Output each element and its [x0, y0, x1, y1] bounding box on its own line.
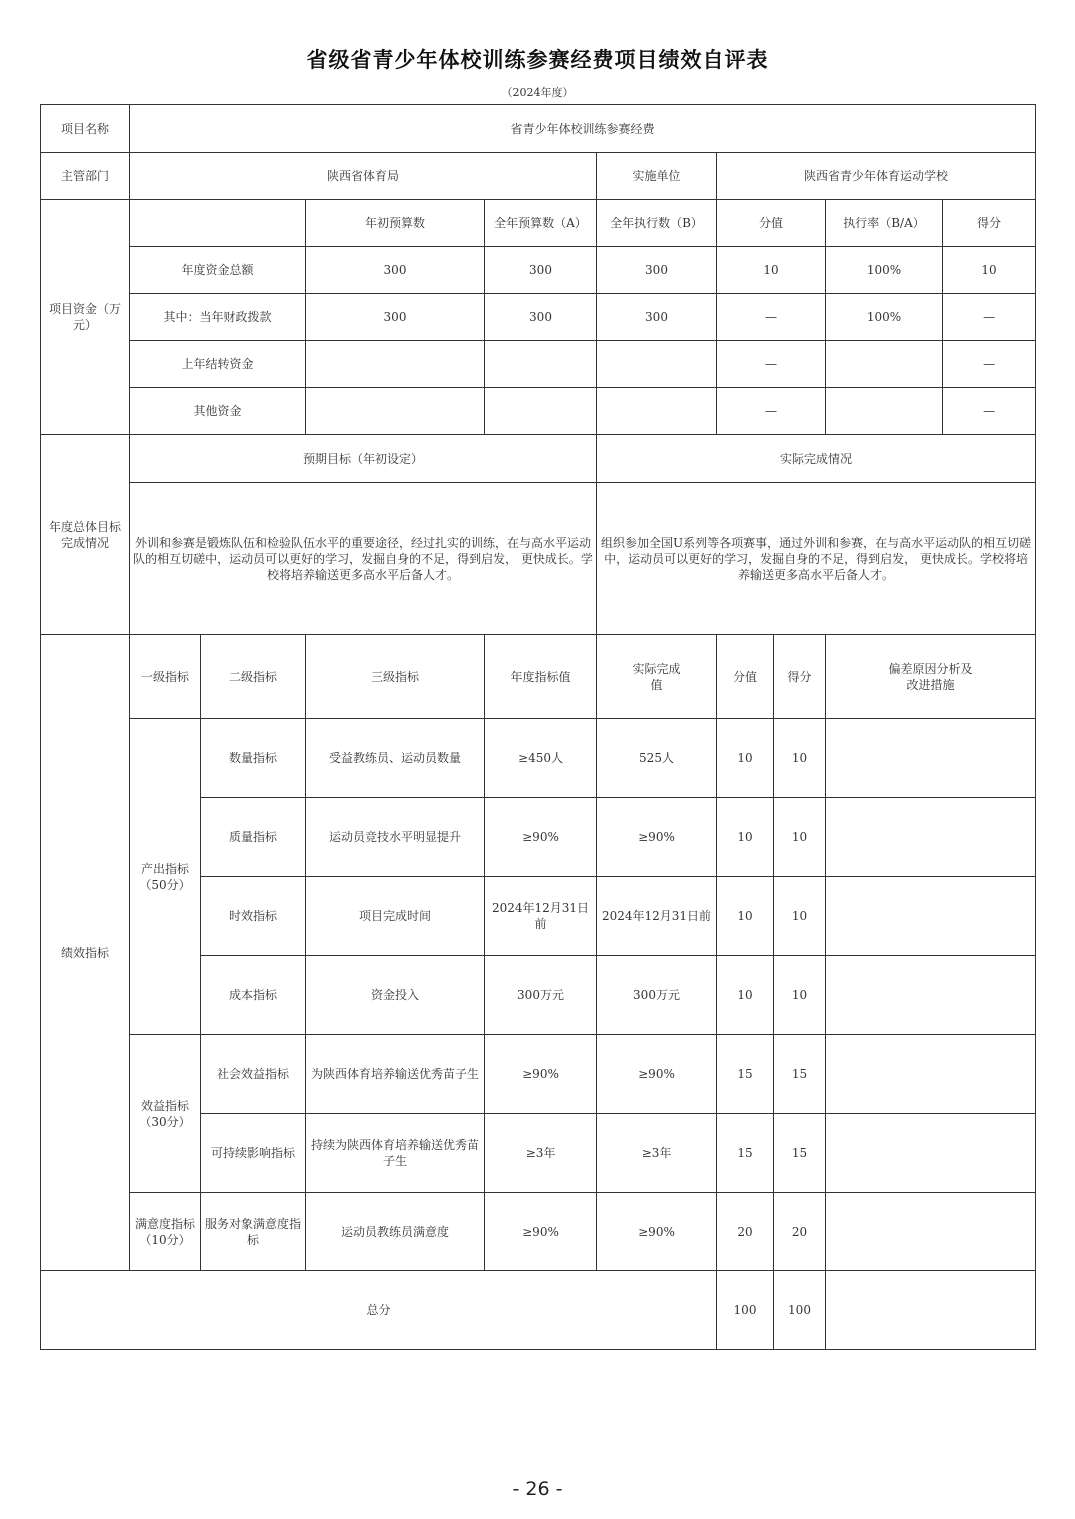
funds-row: [41, 294, 1036, 341]
funds-row-executed: [597, 341, 717, 388]
total-analysis: [826, 1271, 1036, 1350]
indicator-row: [41, 1193, 1036, 1271]
funds-row-executed: [597, 388, 717, 435]
funds-row-name: 其中：当年财政拨款: [130, 294, 306, 341]
indicator-analysis: [826, 877, 1036, 956]
document-title: 省级省青少年体校训练参赛经费项目绩效自评表: [306, 48, 769, 72]
funds-row-name: 年度资金总额: [130, 247, 306, 294]
indicator-score: 15: [774, 1114, 826, 1193]
header-score-value: 分值: [717, 635, 774, 719]
indicator-actual: ≥3年: [597, 1114, 717, 1193]
funds-row-score: —: [943, 294, 1036, 341]
indicator-analysis: [826, 1114, 1036, 1193]
indicator-level3: 运动员竞技水平明显提升: [306, 798, 485, 877]
funds-row-score: —: [943, 388, 1036, 435]
year-note: （2024年度）: [501, 86, 574, 99]
funds-row-initial: 300: [306, 247, 485, 294]
indicator-level3: 运动员教练员满意度: [306, 1193, 485, 1271]
indicator-level3: 资金投入: [306, 956, 485, 1035]
group-output-label: 产出指标（50分）: [130, 719, 201, 1035]
implementing-unit-value: 陕西省青少年体育运动学校: [717, 153, 1036, 200]
indicator-level2: 社会效益指标: [201, 1035, 306, 1114]
evaluation-table: [40, 104, 1036, 1350]
indicator-analysis: [826, 719, 1036, 798]
funds-header-score: 得分: [943, 200, 1036, 247]
funds-header-score-value: 分值: [717, 200, 826, 247]
indicator-score: 10: [774, 956, 826, 1035]
funds-header-executed: 全年执行数（B）: [597, 200, 717, 247]
indicator-score: 10: [774, 798, 826, 877]
indicator-score-value: 10: [717, 956, 774, 1035]
indicator-actual: ≥90%: [597, 1193, 717, 1271]
indicator-score: 20: [774, 1193, 826, 1271]
funds-row-annual: 300: [485, 247, 597, 294]
indicators-label: 绩效指标: [41, 635, 130, 1271]
indicator-score: 10: [774, 877, 826, 956]
indicator-target: 2024年12月31日前: [485, 877, 597, 956]
funds-row-annual: [485, 341, 597, 388]
header-level1: 一级指标: [130, 635, 201, 719]
group-satisfaction-label: 满意度指标（10分）: [130, 1193, 201, 1271]
funds-row-executed: 300: [597, 294, 717, 341]
funds-row-score: 10: [943, 247, 1036, 294]
indicator-level3: 为陕西体育培养输送优秀苗子生: [306, 1035, 485, 1114]
indicator-score: 15: [774, 1035, 826, 1114]
indicator-actual: 300万元: [597, 956, 717, 1035]
header-level3: 三级指标: [306, 635, 485, 719]
indicator-score-value: 10: [717, 719, 774, 798]
funds-row-initial: [306, 341, 485, 388]
indicator-target: ≥90%: [485, 1035, 597, 1114]
actual-completion-text: 组织参加全国U系列等各项赛事，通过外训和参赛，在与高水平运动队的相互切磋中，运动员可以更好的学习，发掘自身的不足，得到启发， 更快成长。学校将培养输送更多高水平后备人才。: [597, 483, 1036, 635]
indicator-score-value: 10: [717, 798, 774, 877]
indicator-actual: 2024年12月31日前: [597, 877, 717, 956]
funds-row-score-value: —: [717, 294, 826, 341]
indicator-level3: 受益教练员、运动员数量: [306, 719, 485, 798]
funds-row-rate: [826, 341, 943, 388]
funds-row: [41, 341, 1036, 388]
funds-row-executed: 300: [597, 247, 717, 294]
header-target: 年度指标值: [485, 635, 597, 719]
indicator-level3: 持续为陕西体育培养输送优秀苗子生: [306, 1114, 485, 1193]
funds-header-annual: 全年预算数（A）: [485, 200, 597, 247]
expected-goal-header: 预期目标（年初设定）: [130, 435, 597, 483]
indicator-analysis: [826, 1035, 1036, 1114]
funds-row-name: 其他资金: [130, 388, 306, 435]
indicator-level2: 时效指标: [201, 877, 306, 956]
indicator-actual: ≥90%: [597, 1035, 717, 1114]
funds-row-score-value: —: [717, 388, 826, 435]
group-benefit-label: 效益指标（30分）: [130, 1035, 201, 1193]
expected-goal-text: 外训和参赛是锻炼队伍和检验队伍水平的重要途径，经过扎实的训练，在与高水平运动队的相互切磋中，运动员可以更好的学习，发掘自身的不足，得到启发， 更快成长。学校将培养输送更多高水平后备人才。: [130, 483, 597, 635]
department-label: 主管部门: [41, 153, 130, 200]
indicator-level2: 数量指标: [201, 719, 306, 798]
funds-header-blank: [130, 200, 306, 247]
header-analysis: 偏差原因分析及改进措施: [826, 635, 1036, 719]
indicator-level2: 可持续影响指标: [201, 1114, 306, 1193]
funds-row-score-value: —: [717, 341, 826, 388]
funds-row: [41, 388, 1036, 435]
indicator-actual: 525人: [597, 719, 717, 798]
funds-row-rate: 100%: [826, 247, 943, 294]
indicator-analysis: [826, 956, 1036, 1035]
header-score: 得分: [774, 635, 826, 719]
actual-completion-header: 实际完成情况: [597, 435, 1036, 483]
indicator-score: 10: [774, 719, 826, 798]
header-level2: 二级指标: [201, 635, 306, 719]
funds-row-name: 上年结转资金: [130, 341, 306, 388]
indicator-target: ≥450人: [485, 719, 597, 798]
indicator-level2: 质量指标: [201, 798, 306, 877]
implementing-unit-label: 实施单位: [597, 153, 717, 200]
funds-header-rate: 执行率（B/A）: [826, 200, 943, 247]
indicator-target: 300万元: [485, 956, 597, 1035]
indicator-target: ≥90%: [485, 798, 597, 877]
funds-row-initial: [306, 388, 485, 435]
funds-row-score: —: [943, 341, 1036, 388]
indicator-level3: 项目完成时间: [306, 877, 485, 956]
funds-row-annual: 300: [485, 294, 597, 341]
funds-header-initial: 年初预算数: [306, 200, 485, 247]
total-label: 总分: [41, 1271, 717, 1350]
indicator-score-value: 20: [717, 1193, 774, 1271]
funds-row-rate: [826, 388, 943, 435]
funds-label: 项目资金（万元）: [41, 200, 130, 435]
funds-row-initial: 300: [306, 294, 485, 341]
indicator-level2: 成本指标: [201, 956, 306, 1035]
indicator-score-value: 15: [717, 1035, 774, 1114]
project-name-value: 省青少年体校训练参赛经费: [130, 105, 1036, 153]
page-number: - 26 -: [512, 1478, 563, 1500]
total-score: 100: [774, 1271, 826, 1350]
funds-row-annual: [485, 388, 597, 435]
indicator-score-value: 15: [717, 1114, 774, 1193]
funds-row: [41, 247, 1036, 294]
indicator-analysis: [826, 798, 1036, 877]
funds-row-rate: 100%: [826, 294, 943, 341]
indicator-row: [41, 719, 1036, 798]
department-value: 陕西省体育局: [130, 153, 597, 200]
total-score-value: 100: [717, 1271, 774, 1350]
indicator-level2: 服务对象满意度指标: [201, 1193, 306, 1271]
header-actual: 实际完成值: [597, 635, 717, 719]
funds-row-score-value: 10: [717, 247, 826, 294]
project-name-label: 项目名称: [41, 105, 130, 153]
indicator-analysis: [826, 1193, 1036, 1271]
goals-label: 年度总体目标完成情况: [41, 435, 130, 635]
indicator-actual: ≥90%: [597, 798, 717, 877]
indicator-target: ≥90%: [485, 1193, 597, 1271]
indicator-target: ≥3年: [485, 1114, 597, 1193]
indicator-score-value: 10: [717, 877, 774, 956]
indicator-row: [41, 1035, 1036, 1114]
